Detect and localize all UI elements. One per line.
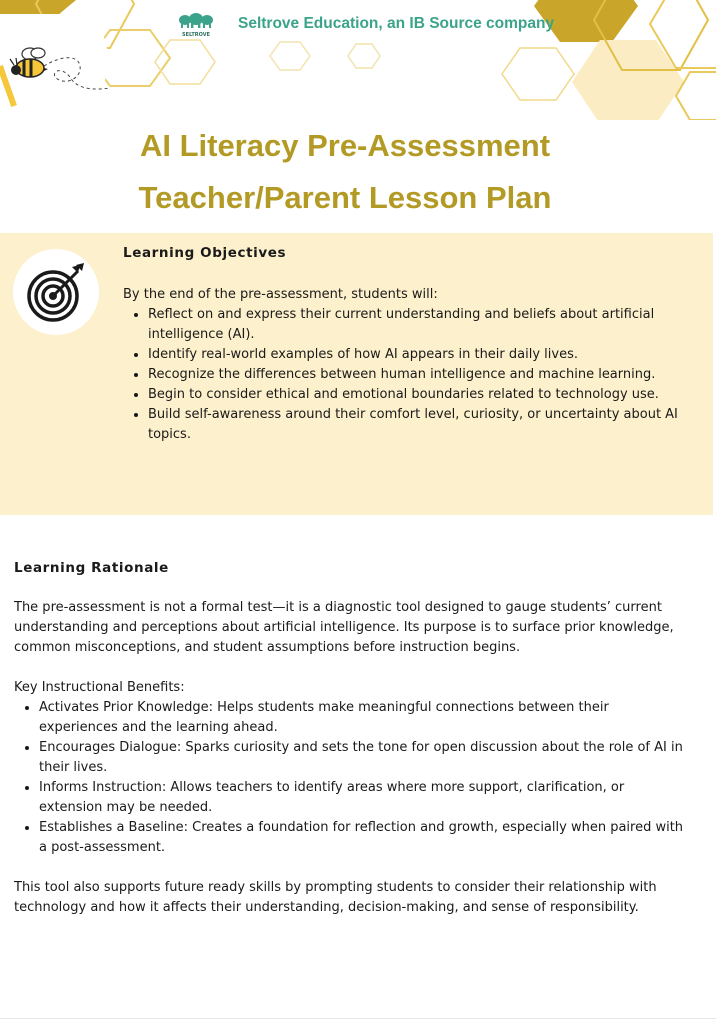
brand-logo-text: SELTROVE [181,32,211,38]
brand [176,10,554,38]
page-title [0,120,690,224]
benefits-intro: Key Instructional Benefits: [14,680,185,695]
rationale-paragraph: The pre-assessment is not a formal test—it is a diagnostic tool designed to gauge students’ current understanding and perceptions about artificial intelligence. Its purpose is to surface prior knowledge, common misconceptions, and student assumptions before instruction begins. [14,600,674,655]
objectives-intro: By the end of the pre-assessment, students will: [123,287,438,302]
objective-item: • Reflect on and express their current understanding and beliefs about artificial intelligence (AI). [148,305,683,345]
benefit-item: • Encourages Dialogue: Sparks curiosity and sets the tone for open discussion about the role of AI in their lives. [39,738,684,778]
benefit-item: • Establishes a Baseline: Creates a foundation for reflection and growth, especially when paired with a post-assessment. [39,818,684,858]
page-bottom-divider [0,1018,716,1019]
target-icon-container [13,249,99,335]
benefits-list [14,698,684,858]
rationale-section [14,558,684,918]
brand-name: Seltrove Education, an IB Source company [238,15,555,32]
objectives-body [123,243,683,445]
objective-item: • Recognize the differences between human intelligence and machine learning. [148,365,683,385]
objectives-section [0,233,713,515]
objectives-list [123,305,683,445]
rationale-closing: This tool also supports future ready skills by prompting students to consider their relationship with technology and how it affects their understanding, decision-making, and sense of responsibility. [14,880,657,915]
objectives-heading: Learning Objectives [123,245,287,261]
objective-item: • Identify real-world examples of how AI appears in their daily lives. [148,345,683,365]
objective-item: • Begin to consider ethical and emotional boundaries related to technology use. [148,385,683,405]
benefit-item: • Activates Prior Knowledge: Helps students make meaningful connections between their experiences and the learning ahead. [39,698,684,738]
title-line-2: Teacher/Parent Lesson Plan [138,180,552,215]
objective-item: • Build self-awareness around their comfort level, curiosity, or uncertainty about AI topics. [148,405,683,445]
bee-icon [0,14,120,110]
elephant-logo-icon [176,10,216,38]
benefit-item: • Informs Instruction: Allows teachers to identify areas where more support, clarification, or extension may be needed. [39,778,684,818]
title-line-1: AI Literacy Pre-Assessment [139,128,551,163]
rationale-heading: Learning Rationale [14,560,169,576]
target-icon [26,261,88,323]
